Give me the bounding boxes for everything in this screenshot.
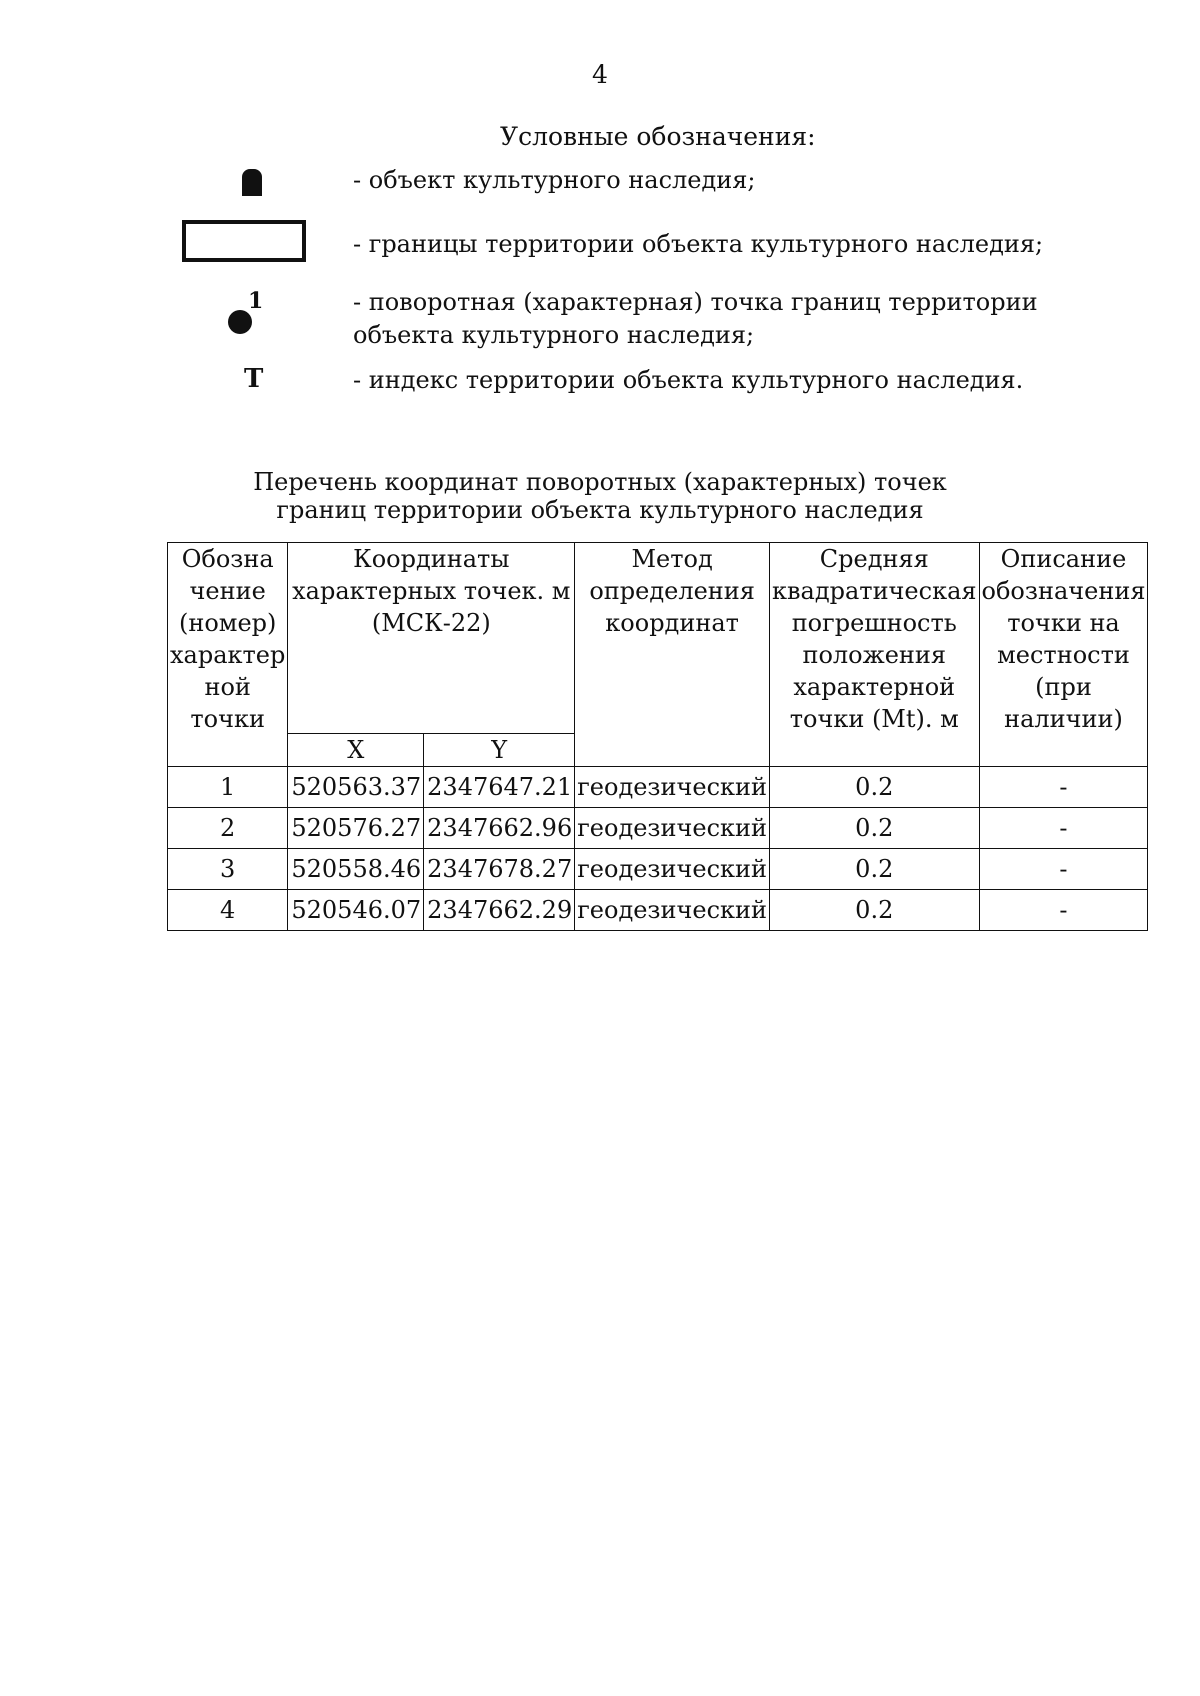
legend-text: - индекс территории объекта культурного наследия. bbox=[353, 366, 1024, 394]
header-point: Обозна чение (номер) характер ной точки bbox=[168, 543, 288, 767]
cell-x: 520546.07 bbox=[288, 890, 424, 931]
cell-y: 2347647.21 bbox=[424, 767, 575, 808]
header-error: Средняя квадратическая погрешность положения характерной точки (Mt). м bbox=[770, 543, 980, 767]
cell-point: 3 bbox=[168, 849, 288, 890]
cell-x: 520576.27 bbox=[288, 808, 424, 849]
cell-error: 0.2 bbox=[770, 767, 980, 808]
cell-error: 0.2 bbox=[770, 890, 980, 931]
table-title bbox=[0, 468, 1200, 524]
cell-y: 2347662.29 bbox=[424, 890, 575, 931]
table-title-line: Перечень координат поворотных (характерных) точек bbox=[253, 468, 947, 496]
header-y: Y bbox=[424, 734, 575, 767]
cell-method: геодезический bbox=[575, 767, 770, 808]
cell-point: 1 bbox=[168, 767, 288, 808]
header-coordinates: Координаты характерных точек. м (МСК-22) bbox=[288, 543, 575, 734]
cell-method: геодезический bbox=[575, 849, 770, 890]
cell-point: 4 bbox=[168, 890, 288, 931]
cell-error: 0.2 bbox=[770, 849, 980, 890]
cell-y: 2347678.27 bbox=[424, 849, 575, 890]
cell-error: 0.2 bbox=[770, 808, 980, 849]
cell-description: - bbox=[979, 890, 1148, 931]
table-row bbox=[168, 890, 1148, 931]
cell-method: геодезический bbox=[575, 808, 770, 849]
turning-point-label: 1 bbox=[248, 288, 264, 314]
cell-point: 2 bbox=[168, 808, 288, 849]
boundary-rectangle-icon bbox=[182, 220, 306, 262]
legend-text: - поворотная (характерная) точка границ территории объекта культурного наследия; bbox=[353, 288, 1038, 349]
cell-x: 520563.37 bbox=[288, 767, 424, 808]
monument-icon bbox=[242, 169, 262, 196]
legend-text: - границы территории объекта культурного наследия; bbox=[353, 230, 1044, 258]
legend-text: - объект культурного наследия; bbox=[353, 166, 756, 194]
territory-index-icon: Т bbox=[244, 364, 264, 394]
table-row bbox=[168, 767, 1148, 808]
header-description: Описание обозначения точки на местности (при наличии) bbox=[979, 543, 1148, 767]
cell-description: - bbox=[979, 849, 1148, 890]
legend-title: Условные обозначения: bbox=[500, 122, 816, 151]
table-title-line: границ территории объекта культурного наследия bbox=[276, 496, 924, 524]
coordinates-table bbox=[167, 542, 1148, 931]
cell-description: - bbox=[979, 808, 1148, 849]
cell-method: геодезический bbox=[575, 890, 770, 931]
cell-x: 520558.46 bbox=[288, 849, 424, 890]
page-number: 4 bbox=[592, 60, 608, 89]
table-row bbox=[168, 849, 1148, 890]
cell-description: - bbox=[979, 767, 1148, 808]
header-x: X bbox=[288, 734, 424, 767]
cell-y: 2347662.96 bbox=[424, 808, 575, 849]
table-row bbox=[168, 808, 1148, 849]
header-method: Метод определения координат bbox=[575, 543, 770, 767]
